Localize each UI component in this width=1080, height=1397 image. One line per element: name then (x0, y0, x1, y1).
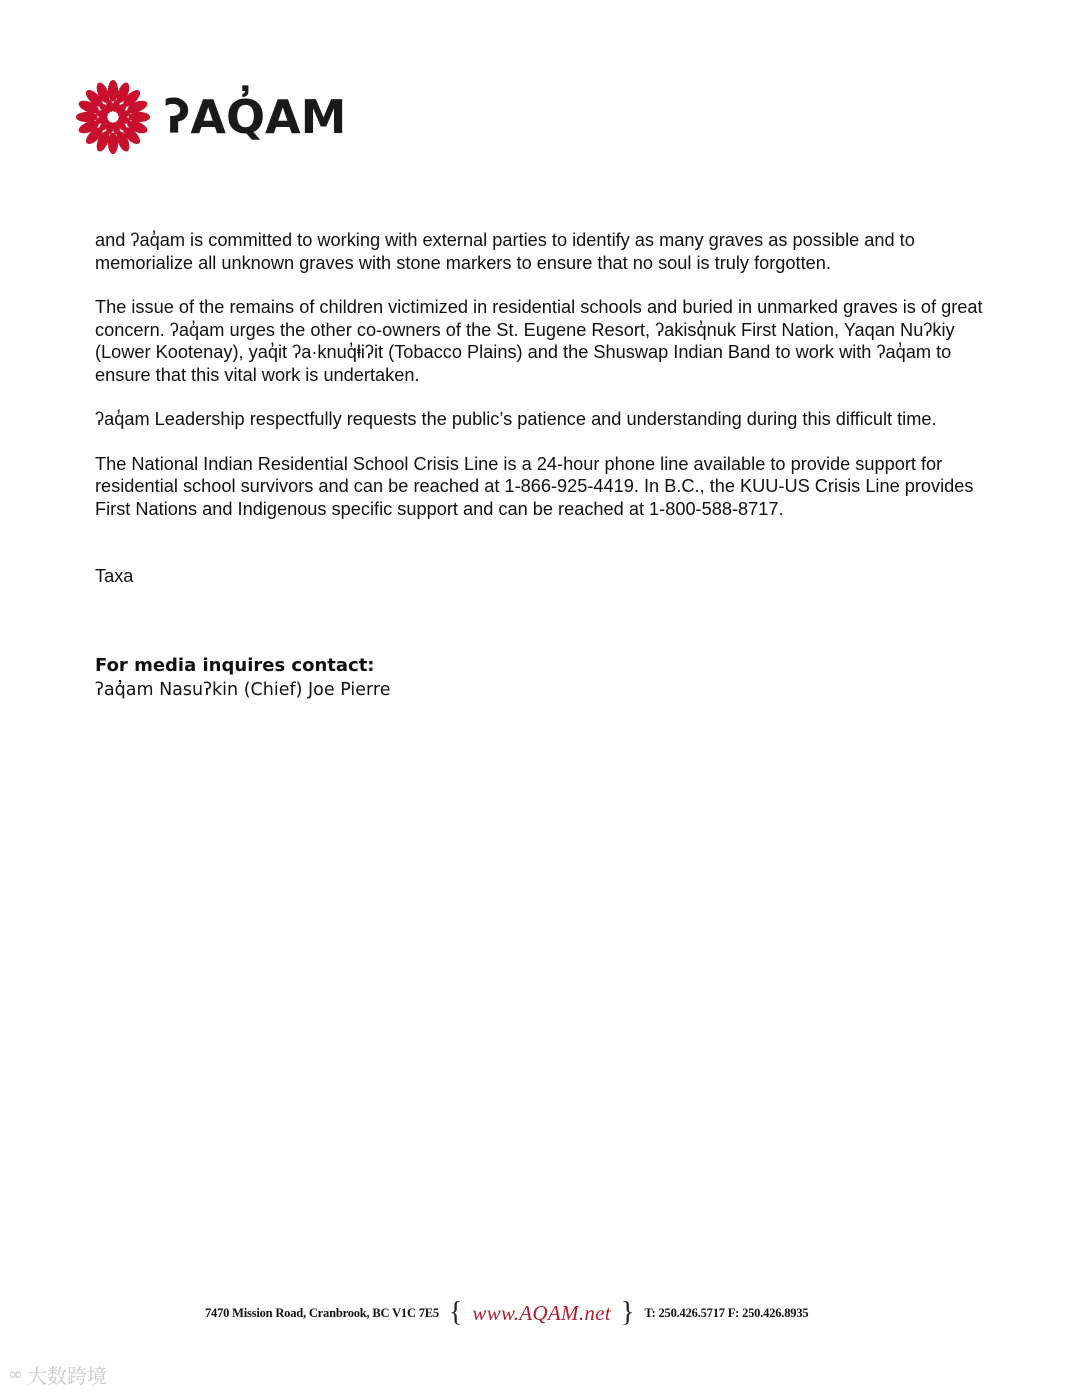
logo-petal-outer (108, 133, 118, 154)
watermark (8, 1360, 107, 1389)
signoff: Taxa (95, 566, 134, 586)
logo-wordmark: ʔAQ̓AM (164, 90, 347, 144)
watermark-text: 大数跨境 (27, 1364, 107, 1388)
footer-brace-close: } (620, 1297, 635, 1328)
letterhead-footer (205, 1296, 865, 1330)
watermark-icon: ∞ (8, 1364, 23, 1385)
footer-address: 7470 Mission Road, Cranbrook, BC V1C 7E5 (205, 1305, 439, 1320)
footer-phone: T: 250.426.5717 F: 250.426.8935 (644, 1305, 809, 1320)
logo-petal-outer (76, 112, 97, 122)
paragraph-crisis-line: The National Indian Residential School Crisis Line is a 24-hour phone line available to provide support for residential school survivors and can be reached at 1-866-925-4419. In B.C., the KUU-US Crisis Line provides First Nations and Indigenous specific support and can be reached at 1-800-588-8717. (95, 453, 974, 519)
letter-body (95, 229, 995, 633)
footer-website-link[interactable]: www.AQAM.net (472, 1300, 611, 1325)
logo-petal-outer (129, 112, 150, 122)
flower-logo-icon (74, 78, 152, 156)
media-contact (95, 654, 390, 702)
paragraph-graves: and ʔaq̓am is committed to working with external parties to identify as many graves as possible and to memorialize all unknown graves with stone markers to ensure that no soul is truly forgotten. (95, 230, 915, 273)
paragraph-leadership: ʔaq̓am Leadership respectfully requests the public’s patience and understanding during this difficult time. (95, 409, 937, 429)
footer-brace-open: { (448, 1297, 463, 1328)
contact-name: ʔaq̓am Nasuʔkin (Chief) Joe Pierre (95, 680, 391, 700)
paragraph-remains: The issue of the remains of children victimized in residential schools and buried in unmarked graves is of great concern. ʔaq̓am urges the other co-owners of the St. Eugene Resort, ʔakisq̓nuk First Nation, Yaqan Nuʔkiy (Lower Kootenay), yaq̓it ʔa·knuq̓ⱡiʔit (Tobacco Plains) and the Shuswap Indian Band to work with ʔaq̓am to ensure that this vital work is undertaken. (95, 297, 983, 385)
organization-logo (74, 78, 346, 156)
contact-heading: For media inquires contact: (95, 655, 375, 676)
logo-petal-outer (108, 80, 118, 101)
